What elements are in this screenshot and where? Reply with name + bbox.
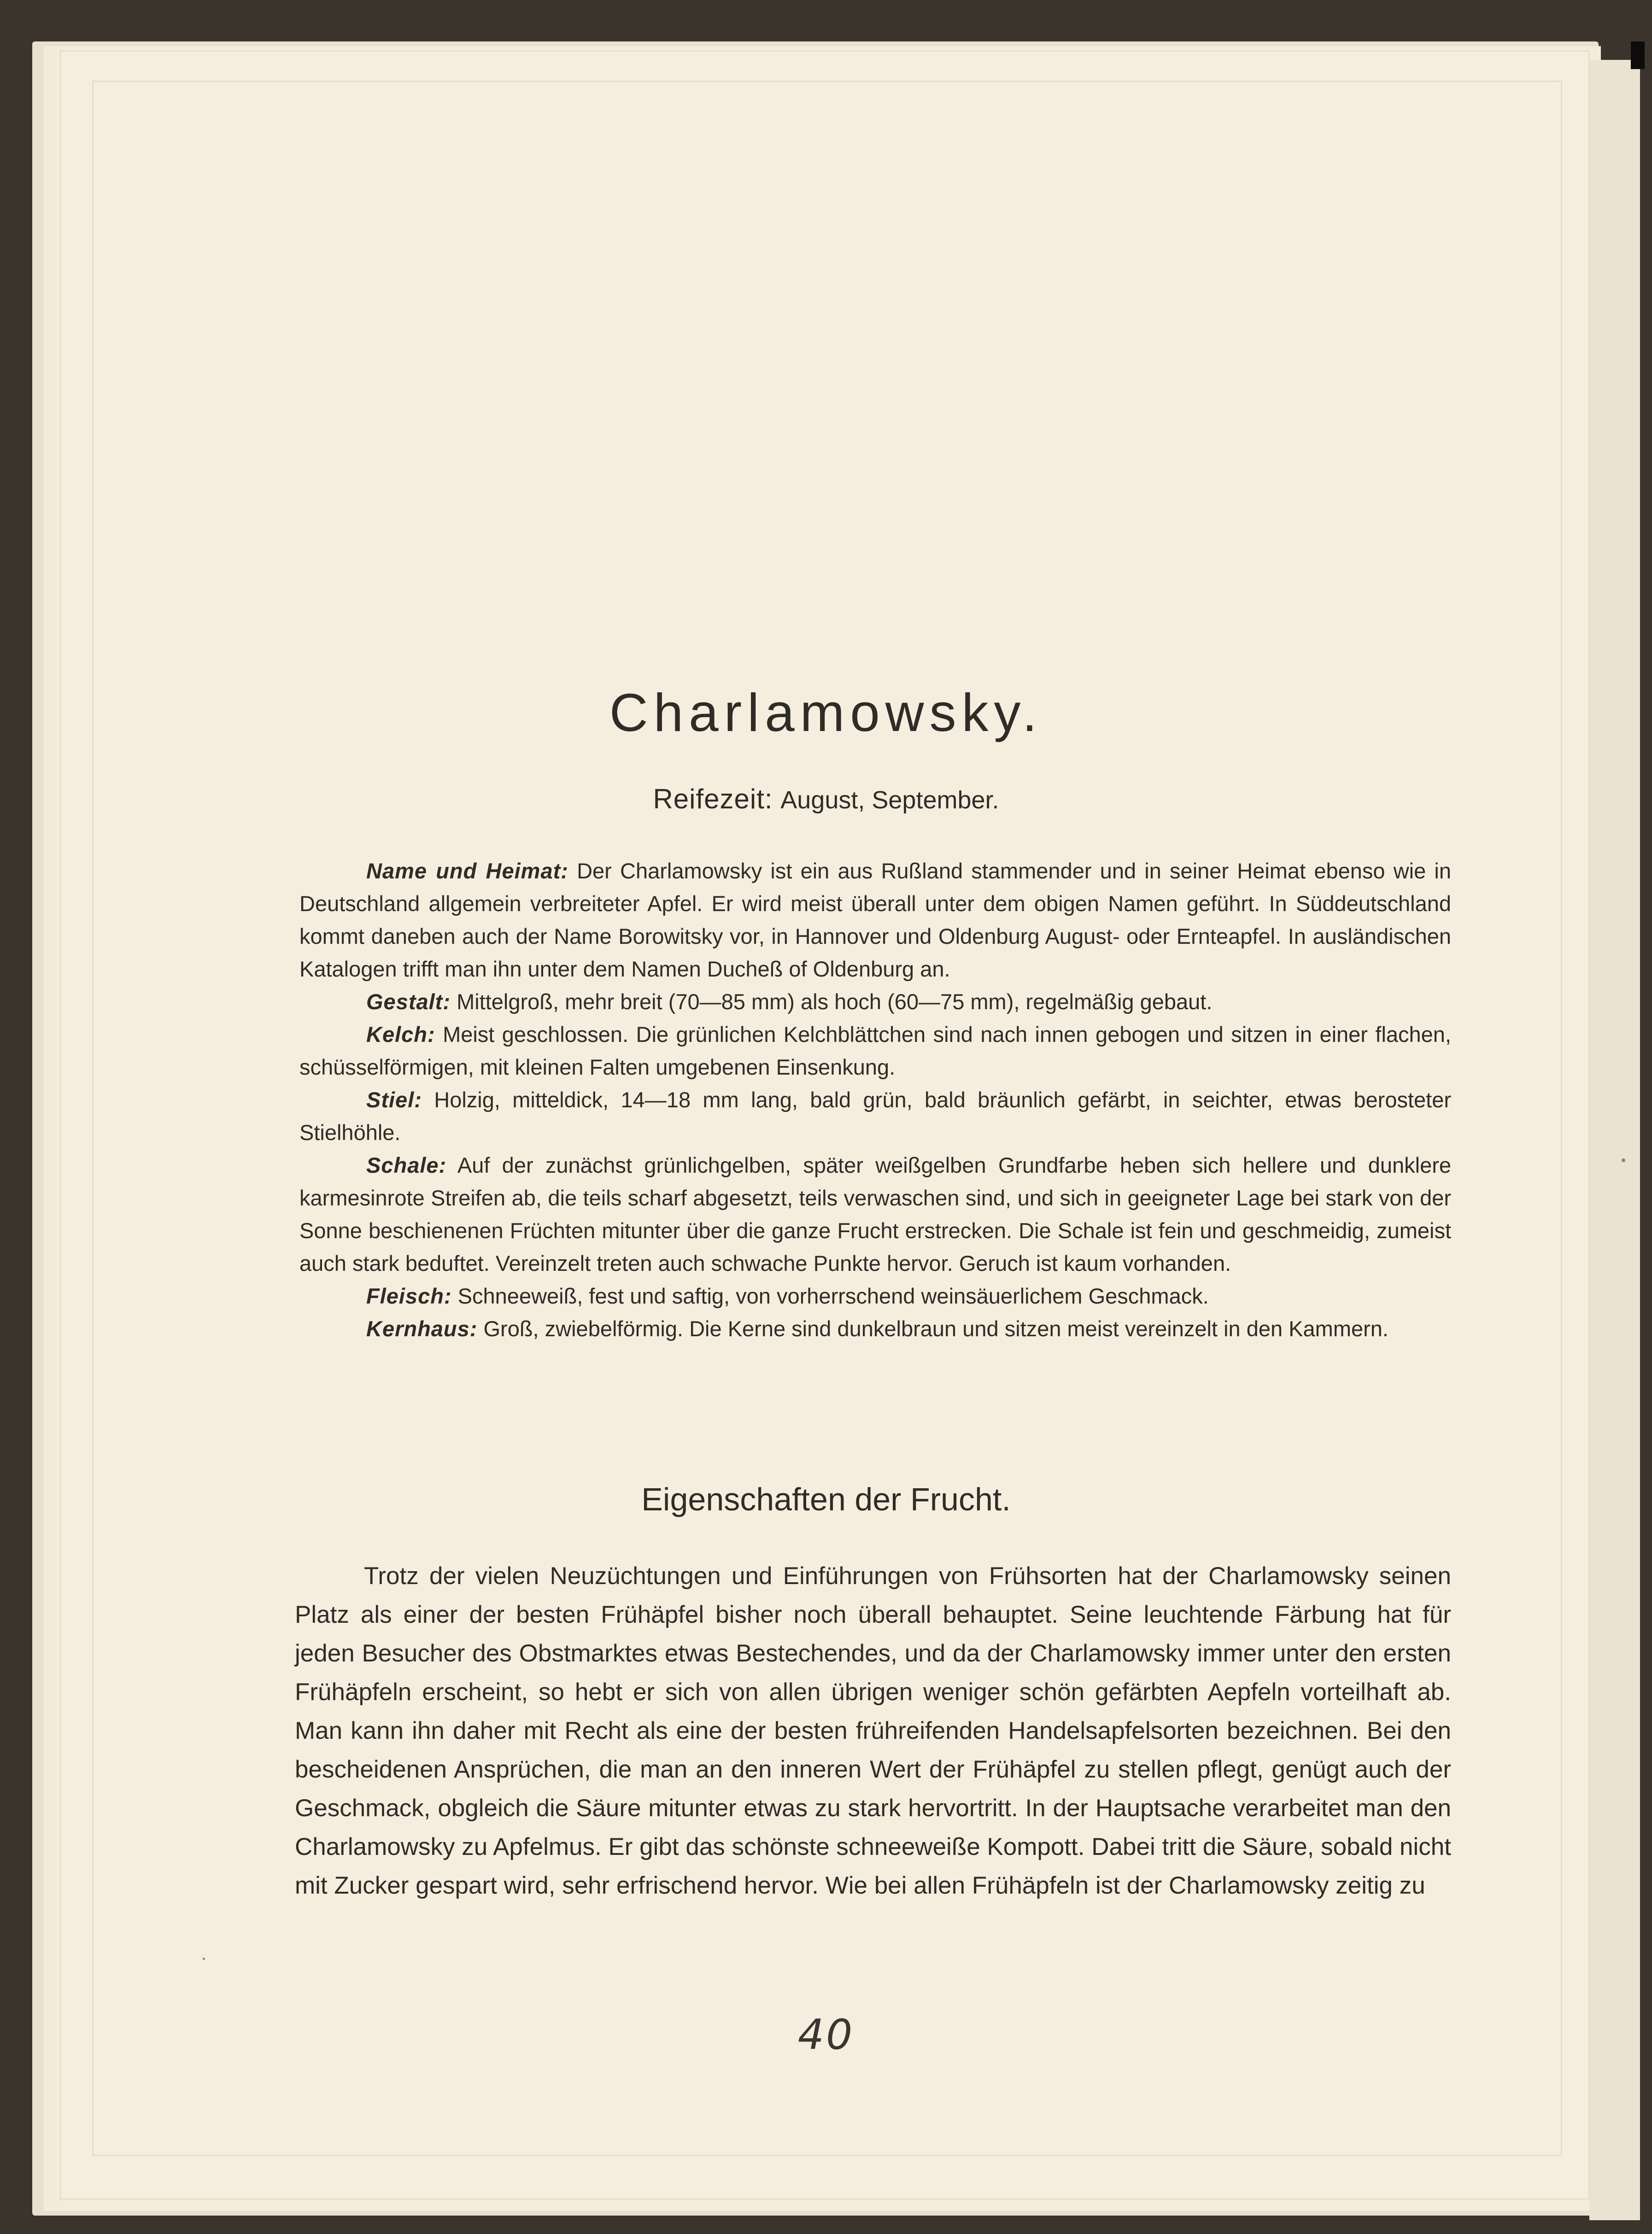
paper-speck: [1622, 1158, 1625, 1162]
ripening-time-label: Reifezeit:: [653, 784, 773, 814]
description-term: Fleisch:: [366, 1284, 452, 1308]
description-text: Auf der zunächst grünlichgelben, später weißgelben Grundfarbe heben sich hellere und dunklere karmesinrote Streifen ab, die teils scharf abgesetzt, teils verwaschen sind, und sich in geeigneter Lage bei stark von der Sonne beschienenen Früchten mitunter über die ganze Frucht erstrecken. Die Schale ist fein und geschmeidig, zumeist auch stark beduftet. Vereinzelt treten auch schwache Punkte hervor. Geruch ist kaum vorhanden.: [299, 1153, 1452, 1275]
description-term: Schale:: [366, 1153, 447, 1177]
fruit-properties-text: [295, 1557, 1451, 1905]
description-entry: [299, 1149, 1451, 1280]
description-text: Schneeweiß, fest und saftig, von vorherrschend weinsäuerlichem Geschmack.: [457, 1284, 1209, 1308]
description-entry: [299, 985, 1451, 1018]
description-term: Gestalt:: [366, 989, 451, 1014]
binding-corner: [1631, 41, 1645, 69]
body-paragraph: Trotz der vielen Neuzüchtungen und Einführungen von Frühsorten hat der Charlamowsky seinen Platz als einer der besten Frühäpfel bisher noch überall behauptet. Seine leuchtende Färbung hat für jeden Besucher des Obstmarktes etwas Bestechendes, und da der Charlamowsky immer unter den ersten Frühäpfeln erscheint, so hebt er sich von allen übrigen weniger schön gefärbten Aepfeln vorteilhaft ab. Man kann ihn daher mit Recht als eine der besten frühreifenden Handelsapfelsorten bezeichnen. Bei den bescheidenen Ansprüchen, die man an den inneren Wert der Frühäpfel zu stellen pflegt, genügt auch der Geschmack, obgleich die Säure mitunter etwas zu stark hervortritt. In der Hauptsache verarbeitet man den Charlamowsky zu Apfelmus. Er gibt das schönste schneeweiße Kompott. Dabei tritt die Säure, sobald nicht mit Zucker gespart wird, sehr erfrischend hervor. Wie bei allen Frühäpfeln ist der Charlamowsky zeitig zu: [295, 1562, 1451, 1899]
description-term: Kernhaus:: [366, 1316, 478, 1341]
description-entry: [299, 1280, 1451, 1312]
description-term: Kelch:: [366, 1022, 435, 1047]
description-entry: [299, 1312, 1451, 1345]
ripening-time-value: August, September.: [780, 786, 999, 814]
description-text: Der Charlamowsky ist ein aus Rußland stammender und in seiner Heimat ebenso wie in Deutschland allgemein verbreiteter Apfel. Er wird meist überall unter dem obigen Namen geführt. In Süddeutschland kommt daneben auch der Name Borowitsky vor, in Hannover und Oldenburg August- oder Ernteapfel. In ausländischen Katalogen trifft man ihn unter dem Namen Ducheß of Oldenburg an.: [299, 859, 1451, 981]
section-heading: Eigenschaften der Frucht.: [641, 1481, 1011, 1517]
paper-speck: [203, 1958, 205, 1960]
description-text: Holzig, mitteldick, 14—18 mm lang, bald grün, bald bräunlich gefärbt, in seichter, etwas berosteter Stielhöhle.: [299, 1088, 1451, 1145]
description-text: Mittelgroß, mehr breit (70—85 mm) als hoch (60—75 mm), regelmäßig gebaut.: [457, 989, 1213, 1014]
description-term: Name und Heimat:: [366, 859, 568, 883]
description-entry: [299, 854, 1451, 985]
page-title: Charlamowsky.: [609, 683, 1043, 743]
description-term: Stiel:: [366, 1088, 422, 1112]
ripening-time: [0, 783, 1652, 815]
description-entry: [299, 1083, 1451, 1149]
adjacent-page-edge: [1589, 60, 1640, 2220]
description-text: Meist geschlossen. Die grünlichen Kelchblättchen sind nach innen gebogen und sitzen in einer flachen, schüsselförmigen, mit kleinen Falten umgebenen Einsenkung.: [299, 1022, 1452, 1079]
variety-description: [299, 854, 1451, 1345]
page-number: 40: [797, 2011, 855, 2059]
description-text: Groß, zwiebelförmig. Die Kerne sind dunkelbraun und sitzen meist vereinzelt in den Kammern.: [483, 1316, 1388, 1341]
description-entry: [299, 1018, 1451, 1083]
